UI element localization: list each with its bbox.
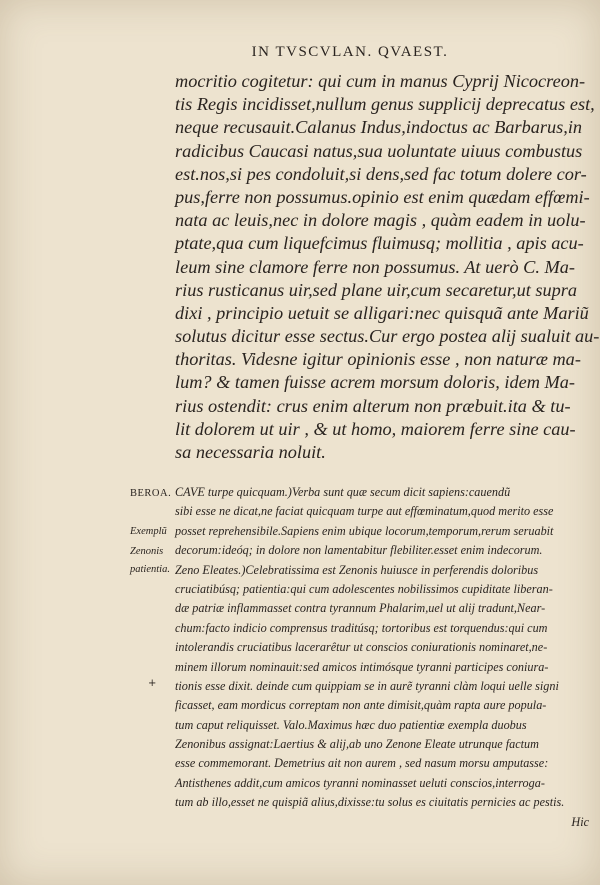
main-text-line: solutus dicitur esse sectus.Cur ergo postea alij sualuit au- [175,326,600,347]
main-text-line: radicibus Caucasi natus,sua uoluntate uiuus combustus [175,140,583,161]
commentary-line: minem illorum nominauit:sed amicos intimósque tyranni participes coniura- [175,659,549,674]
commentary-line: ficasset, eam mordicus correptam non ante dimisit,quàm rapta aure popula- [175,698,547,713]
main-text-line: lit dolorem ut uir , & ut homo, maiorem ferre sine cau- [175,418,576,439]
commentary-line: tum caput reliquisset. Valo.Maximus hæc duo patientiæ exempla duobus [175,717,527,732]
main-text-line: lum? & tamen fuisse acrem morsum doloris, idem Ma- [175,372,575,393]
margin-note-zenonis: Zenonis [130,546,164,557]
main-text-line: neque recusauit.Calanus Indus,indoctus ac Barbarus,in [175,117,583,138]
margin-note-patientia: patientia. [130,564,170,575]
commentary-line: Antisthenes addit,cum amicos tyranni nominasset ueluti conscios,interroga- [175,775,545,790]
margin-note-exemplum: Exemplũ [130,526,167,537]
commentary-line: chum:facto indicio comprensus traditúsq; tortoribus est torquendus:qui cum [175,620,548,635]
main-text-line: nata ac leuis,nec in dolore magis , quàm eadem in uolu- [175,210,586,231]
main-text-line: thoritas. Videsne igitur opinionis esse , non naturæ ma- [175,349,581,370]
margin-mark: + [148,678,157,689]
main-text-line: sa necessaria noluit. [175,442,326,462]
main-text-block [175,70,600,464]
commentary-line: intolerandis cruciatibus lacerarêtur ut conscios coniurationis nominaret,ne- [175,640,548,655]
commentary-line: posset reprehensibile.Sapiens enim ubique locorum,temporum,rerum seruabit [175,523,554,538]
commentary-line: Zeno Eleates.)Celebratissima est Zenonis huiusce in perferendis doloribus [175,562,539,577]
commentary-line: sibi esse ne dicat,ne faciat quicquam turpe aut effœminatum,quod merito esse [175,504,554,519]
commentary-line: esse commemorant. Demetrius ait non aurem , sed nasum morsu amputasse: [175,756,549,771]
commentary-line: tum ab illo,esset ne quispiã alius,dixisse:tu solus es ciuitatis pernicies ac pestis. [175,795,565,810]
commentary-line: CAVE turpe quicquam.)Verba sunt quæ secum dicit sapiens:cauendũ [175,485,511,499]
commentary-line: Zenonibus assignat:Laertius & alij,ab uno Zenone Eleate utrunque factum [175,737,539,752]
main-text-line: ptate,qua cum liquefcimus fluimusq; mollitia , apis acu- [175,233,584,254]
main-text-line: dixi , principio uetuit se alligari:nec quisquã ante Mariũ [175,302,589,323]
main-text-line: rius ostendit: crus enim alterum non præbuit.ita & tu- [175,395,571,416]
commentary-line: decorum:ideóq; in dolore non lamentabitur flebiliter.esset enim indecorum. [175,543,543,558]
commentary-line: tionis esse dixit. deinde cum quippiam se in aurẽ tyranni clàm loqui uelle signi [175,678,559,693]
commentary-block [175,483,595,832]
main-text-line: tis Regis incidisset,nullum genus supplicij deprecatus est, [175,94,595,115]
margin-note-beroa: BEROA. [130,488,172,499]
commentary-line: dæ patriæ inflammasset contra tyrannum Phalarim,uel ut alij tradunt,Near- [175,601,546,616]
running-head: IN TVSCVLAN. QVAEST. [251,44,449,60]
main-text-line: pus,ferre non possumus.opinio est enim quædam effœmi- [175,186,590,207]
main-text-line: mocritio cogitetur: qui cum in manus Cyprij Nicocreon- [175,71,586,91]
main-text-line: rius rusticanus uir,sed plane uir,cum secaretur,ut supra [175,279,578,300]
commentary-line: cruciatibúsq; patientia:qui cum adolescentes nobilissimos cupiditate liberan- [175,581,553,596]
catchword: Hic [571,814,589,829]
main-text-line: leum sine clamore ferre non possumus. At uerò C. Ma- [175,256,575,277]
main-text-line: est.nos,si pes condoluit,si dens,sed fac totum dolere cor- [175,163,587,184]
